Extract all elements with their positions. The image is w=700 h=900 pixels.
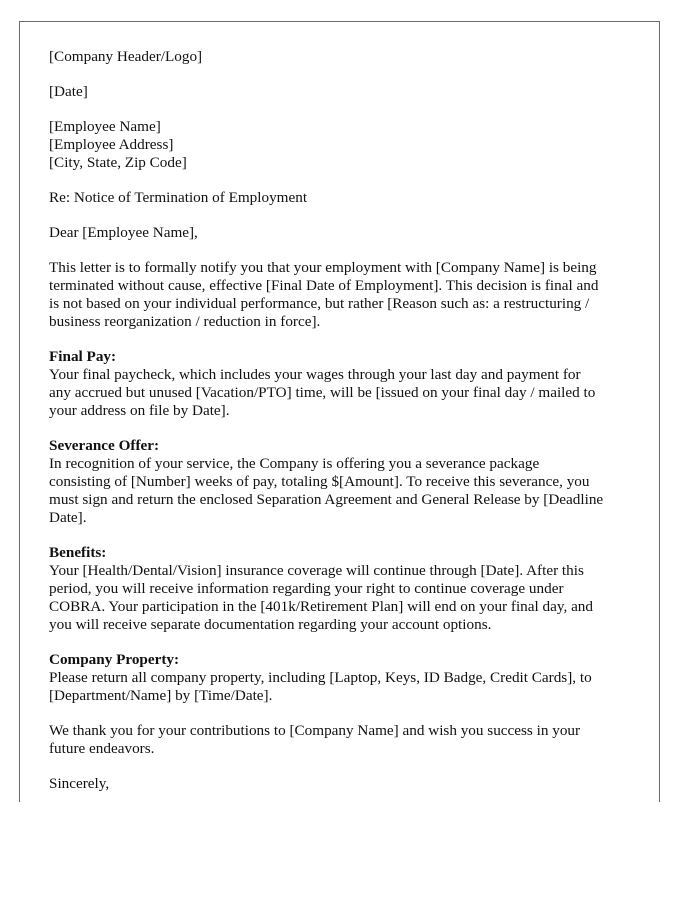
section-line: In recognition of your service, the Company is offering you a severance package: [49, 455, 540, 472]
recipient-address: [49, 118, 649, 172]
signoff: [49, 775, 649, 793]
closing-line: We thank you for your contributions to [Company Name] and wish you success in your: [49, 722, 581, 739]
recipient-city: [City, State, Zip Code]: [49, 154, 187, 171]
intro-paragraph: [49, 259, 649, 331]
subject-text: Re: Notice of Termination of Employment: [49, 189, 308, 206]
section-line: must sign and return the enclosed Separation Agreement and General Release by [Deadline: [49, 491, 604, 508]
closing-line: future endeavors.: [49, 740, 155, 757]
subject-line: [49, 189, 649, 207]
letter-body: [49, 48, 649, 810]
section-line: your address on file by Date].: [49, 402, 230, 419]
section-benefits: [49, 544, 649, 634]
intro-line: business reorganization / reduction in force].: [49, 313, 321, 330]
date-text: [Date]: [49, 83, 88, 100]
section-line: Date].: [49, 509, 87, 526]
section-line: COBRA. Your participation in the [401k/Retirement Plan] will end on your final day, and: [49, 598, 593, 615]
section-line: consisting of [Number] weeks of pay, totaling $[Amount]. To receive this severance, you: [49, 473, 590, 490]
intro-line: is not based on your individual performance, but rather [Reason such as: a restructuring /: [49, 295, 590, 312]
section-heading: Final Pay:: [49, 348, 117, 365]
company-header-text: [Company Header/Logo]: [49, 48, 203, 65]
salutation-text: Dear [Employee Name],: [49, 224, 198, 241]
section-line: [Department/Name] by [Time/Date].: [49, 687, 273, 704]
section-heading: Company Property:: [49, 651, 180, 668]
recipient-street: [Employee Address]: [49, 136, 174, 153]
intro-line: This letter is to formally notify you that your employment with [Company Name] is being: [49, 259, 597, 276]
section-line: any accrued but unused [Vacation/PTO] time, will be [issued on your final day / mailed to: [49, 384, 596, 401]
section-company-property: [49, 651, 649, 705]
section-line: Your final paycheck, which includes your wages through your last day and payment for: [49, 366, 581, 383]
section-severance-offer: [49, 437, 649, 527]
section-heading: Severance Offer:: [49, 437, 160, 454]
section-final-pay: [49, 348, 649, 420]
section-line: Please return all company property, including [Laptop, Keys, ID Badge, Credit Cards], to: [49, 669, 592, 686]
letter-page: [19, 21, 660, 802]
letter-date: [49, 83, 649, 101]
section-heading: Benefits:: [49, 544, 107, 561]
salutation: [49, 224, 649, 242]
section-line: you will receive separate documentation regarding your account options.: [49, 616, 492, 633]
section-line: period, you will receive information regarding your right to continue coverage under: [49, 580, 564, 597]
closing-paragraph: [49, 722, 649, 758]
intro-line: terminated without cause, effective [Final Date of Employment]. This decision is final and: [49, 277, 599, 294]
company-header: [49, 48, 649, 66]
signoff-text: Sincerely,: [49, 775, 110, 792]
recipient-name: [Employee Name]: [49, 118, 161, 135]
section-line: Your [Health/Dental/Vision] insurance coverage will continue through [Date]. After this: [49, 562, 584, 579]
